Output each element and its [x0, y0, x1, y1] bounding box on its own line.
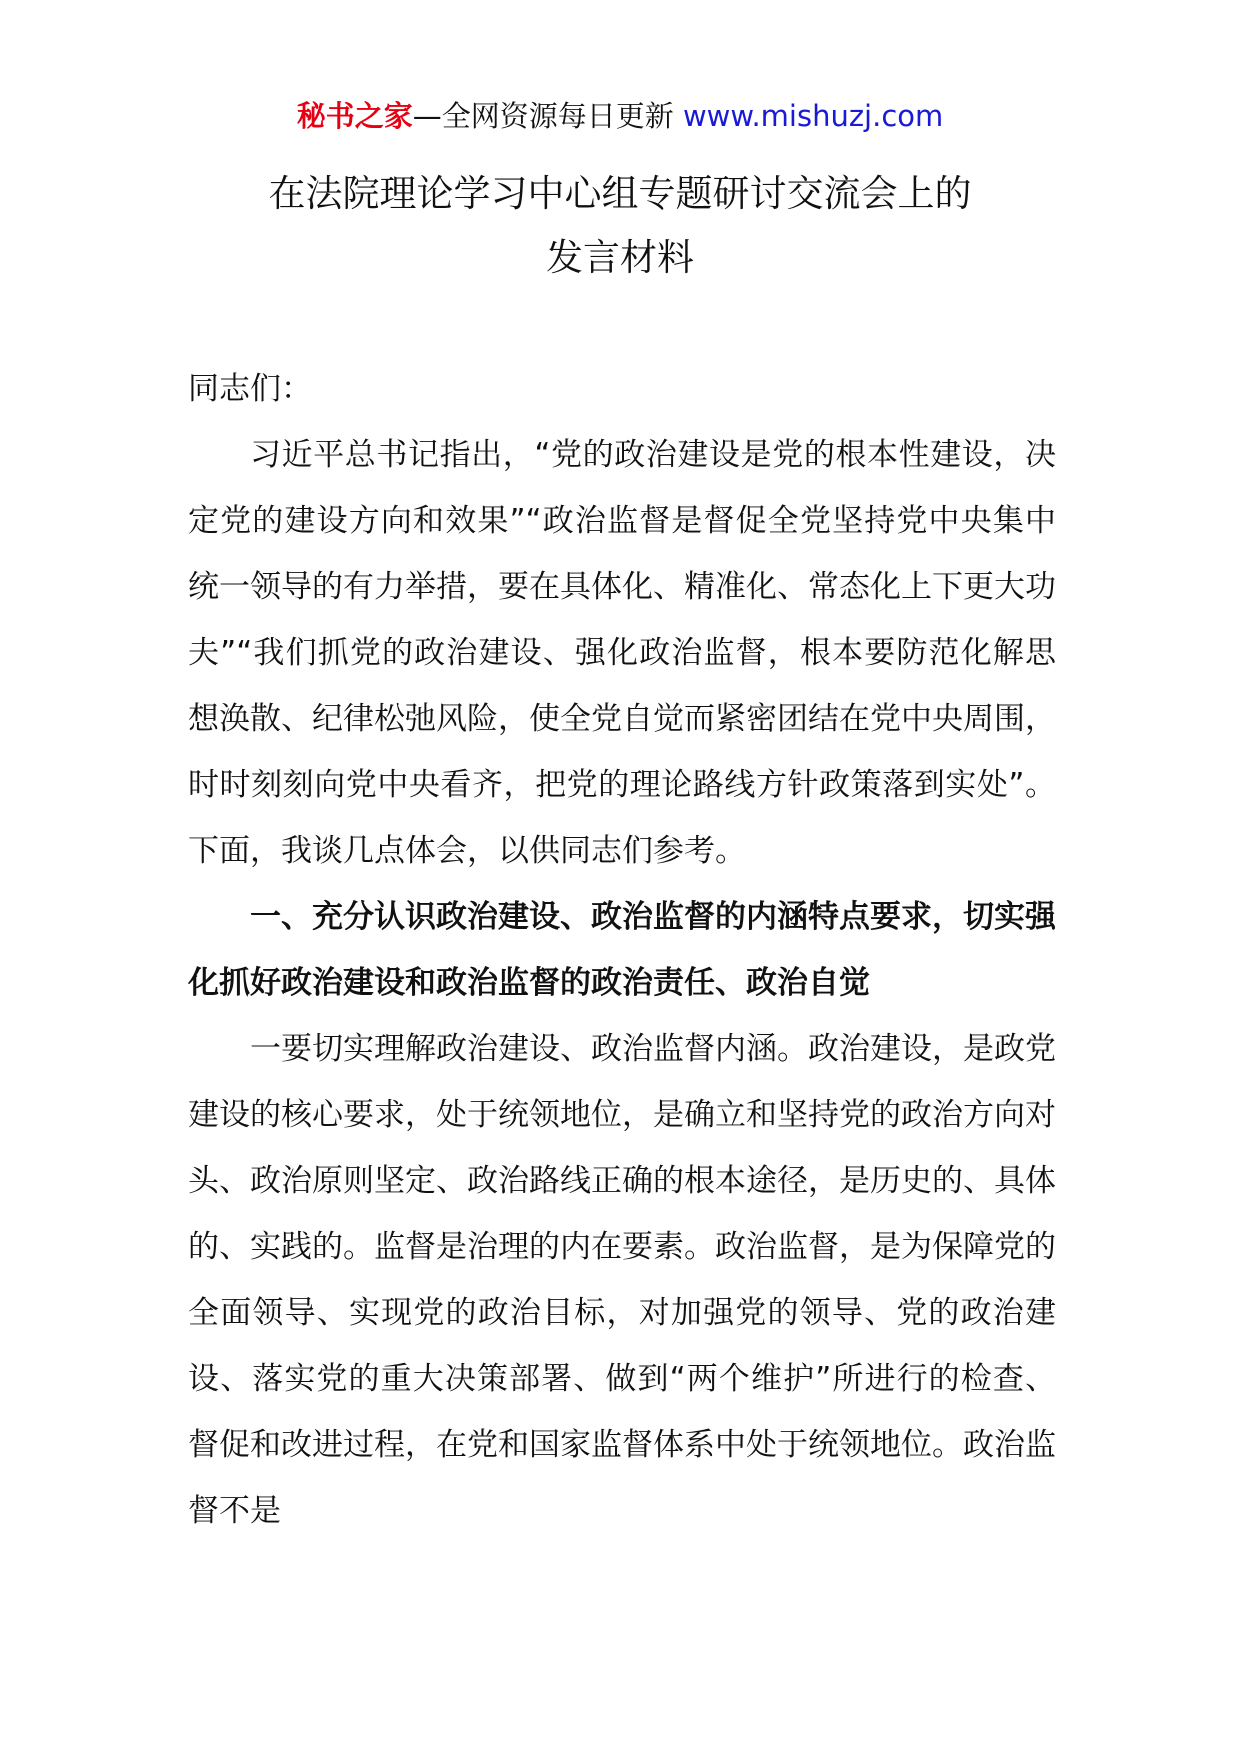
banner-slogan: —全网资源每日更新 [412, 99, 683, 133]
banner-url-link[interactable]: www.mishuzj.com [682, 99, 944, 133]
paragraph-section1: 一要切实理解政治建设、政治监督内涵。政治建设，是政党建设的核心要求，处于统领地位，是确立和坚持党的政治方向对头、政治原则坚定、政治路线正确的根本途径，是历史的、具体的、实践的。监督是治理的内在要素。政治监督，是为保障党的全面领导、实现党的政治目标，对加强党的领导、党的政治建设、落实党的重大决策部署、做到“两个维护”所进行的检查、督促和改进过程，在党和国家监督体系中处于统领地位。政治监督不是 [188, 1031, 1056, 1529]
site-banner [0, 96, 1240, 136]
paragraph-intro: 习近平总书记指出，“党的政治建设是党的根本性建设，决定党的建设方向和效果”“政治监督是督促全党坚持党中央集中统一领导的有力举措，要在具体化、精准化、常态化上下更大功夫”“我们抓党的政治建设、强化政治监督，根本要防范化解思想涣散、纪律松弛风险，使全党自觉而紧密团结在党中央周围，时时刻刻向党中央看齐，把党的理论路线方针政策落到实处”。下面，我谈几点体会，以供同志们参考。 [188, 437, 1056, 869]
salutation: 同志们： [188, 371, 312, 407]
section-heading-1: 一、充分认识政治建设、政治监督的内涵特点要求，切实强化抓好政治建设和政治监督的政治责任、政治自觉 [188, 899, 1056, 1001]
brand-name: 秘书之家 [296, 99, 413, 133]
title-line-1: 在法院理论学习中心组专题研讨交流会上的 [268, 172, 972, 215]
title-line-2: 发言材料 [546, 236, 694, 279]
document-body [188, 356, 1056, 1544]
document-title [0, 162, 1240, 290]
